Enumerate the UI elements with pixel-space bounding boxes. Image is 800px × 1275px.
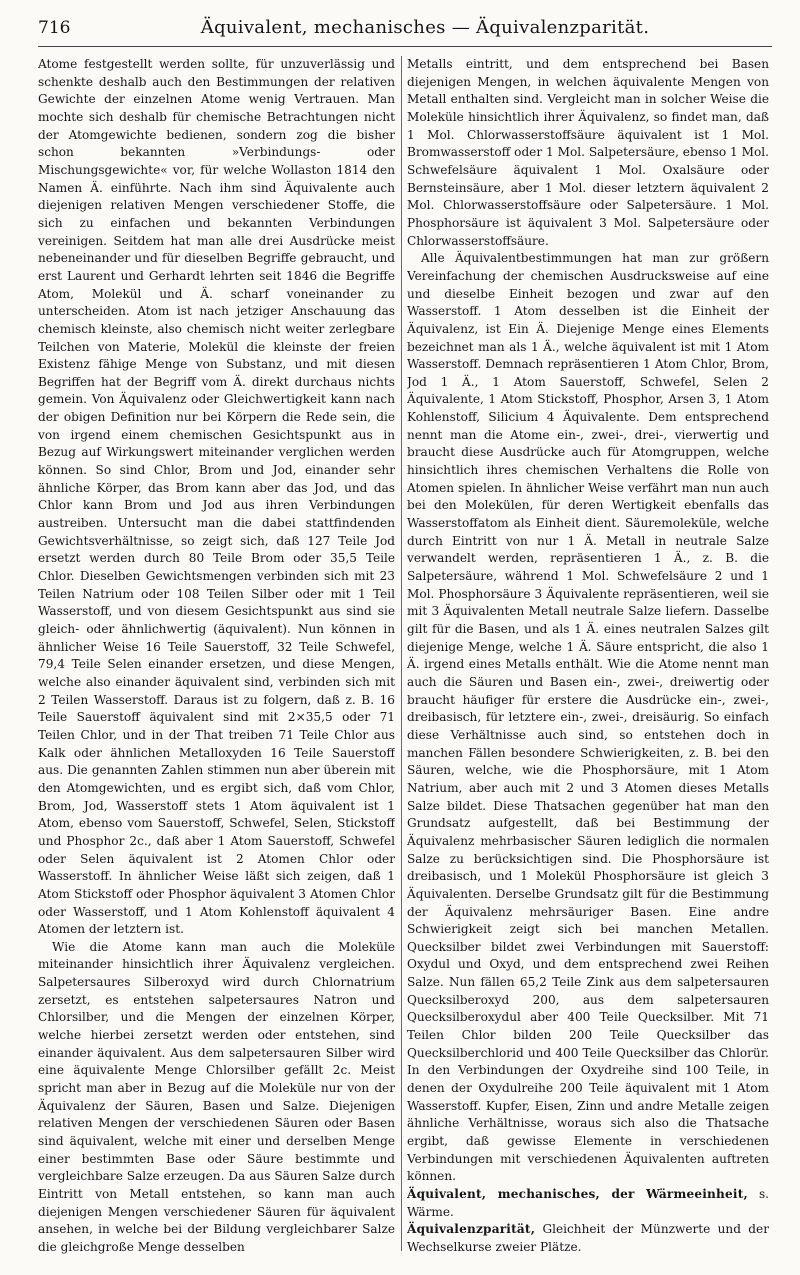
left-column (38, 56, 395, 1261)
entry-headword: Äquivalent, mechanisches, der Wärmeeinheit, (407, 1187, 748, 1201)
column-divider (401, 56, 402, 1251)
entry-headword: Äquivalenzparität, (407, 1222, 536, 1237)
paragraph-atoms-equivalents: Atome festgestellt werden sollte, für unzuverlässig und schenkte deshalb auch den Bestimmungen der relativen Gewichte der einzelnen Atome wenig Vertrauen. Man mochte sich deshalb für chemische Betrachtungen nicht der Atomgewichte bedienen, sondern zog die bisher schon bekannten »Verbindungs- oder Mischungsgewichte« vor, für welche Wollaston 1814 den Namen Ä. einführte. Nach ihm sind Äquivalente auch diejenigen relativen Mengen verschiedener Stoffe, die sich zu einfachen und bekannten Verbindungen vereinigen. Seitdem hat man alle drei Ausdrücke meist nebeneinander und für dieselben Begriffe gebraucht, und erst Laurent und Gerhardt lehrten seit 1846 die Begriffe Atom, Molekül und Ä. scharf voneinander zu unterscheiden. Atom ist nach jetziger Anschauung das chemisch kleinste, also chemisch nicht weiter zerlegbare Teilchen von Materie, Molekül die kleinste der freien Existenz fähige Menge von Substanz, und mit diesen Begriffen hat der Begriff vom Ä. direkt durchaus nichts gemein. Von Äquivalenz oder Gleichwertigkeit kann nach der obigen Definition nur bei Körpern die Rede sein, die von irgend einem chemischen Gesichtspunkt aus in Bezug auf Wirkungswert miteinander verglichen werden können. So sind Chlor, Brom und Jod, einander sehr ähnliche Körper, das Brom kann aber das Jod, und das Chlor kann Brom und Jod aus ihren Verbindungen austreiben. Untersucht man die dabei stattfindenden Gewichtsverhältnisse, so zeigt sich, daß 127 Teile Jod ersetzt werden durch 80 Teile Brom oder 35,5 Teile Chlor. Dieselben Gewichtsmengen verbinden sich mit 23 Teilen Natrium oder 108 Teilen Silber oder mit 1 Teil Wasserstoff, und von diesem Gesichtspunkt aus sind sie gleich- oder ähnlichwertig (äquivalent). Nun können in ähnlicher Weise 16 Teile Sauerstoff, 32 Teile Schwefel, 79,4 Teile Selen einander ersetzen, und diese Mengen, welche also einander äquivalent sind, verbinden sich mit 2 Teilen Wasserstoff. Daraus ist zu folgern, daß z. B. 16 Teile Sauerstoff äquivalent sind mit 2×35,5 oder 71 Teilen Chlor, und in der That treiben 71 Teile Chlor aus Kalk oder ähnlichen Metalloxyden 16 Teile Sauerstoff aus. Die genannten Zahlen stimmen nun aber überein mit den Atomgewichten, und es ergibt sich, daß vom Chlor, Brom, Jod, Wasserstoff stets 1 Atom äquivalent ist 1 Atom, ebenso vom Sauerstoff, Schwefel, Selen, Stickstoff und Phosphor 2c., daß aber 1 Atom Sauerstoff, Schwefel oder Selen äquivalent ist 2 Atomen Chlor oder Wasserstoff. In ähnlicher Weise läßt sich zeigen, daß 1 Atom Stickstoff oder Phosphor äquivalent 3 Atomen Chlor oder Wasserstoff, und 1 Atom Kohlenstoff äquivalent 4 Atomen der letztern ist. (38, 57, 395, 937)
entry-aequivalenzparitaet (407, 1221, 769, 1256)
entry-text: s. Wärme. (407, 1187, 769, 1219)
paragraph-molecules-equivalence: Wie die Atome kann man auch die Moleküle miteinander hinsichtlich ihrer Äquivalenz vergleichen. Salpetersaures Silberoxyd wird durch Chlornatrium zersetzt, es entstehen salpetersaures Natron und Chlorsilber, und die Mengen der einzelnen Körper, welche hierbei zersetzt werden oder entstehen, sind einander äquivalent. Aus dem salpetersauren Silber wird eine äquivalente Menge Chlorsilber gefällt 2c. Meist spricht man aber in Bezug auf die Moleküle nur von der Äquivalenz der Säuren, Basen und Salze. Diejenigen relativen Mengen der verschiedenen Säuren oder Basen sind äquivalent, welche mit einer und derselben Menge einer bestimmten Base oder Säure bestimmte und vergleichbare Salze erzeugen. Da aus Säuren Salze durch Eintritt von Metall entstehen, so kann man auch diejenigen Mengen verschiedener Säuren für äquivalent ansehen, in welche bei der Bildung vergleichbarer Salze die gleichgroße Menge desselben (38, 939, 395, 1254)
right-column (407, 56, 769, 1261)
page-number: 716 (38, 18, 71, 38)
entry-text: Gleichheit der Münzwerte und der Wechselkurse zweier Plätze. (407, 1222, 769, 1254)
running-title: Äquivalent, mechanisches — Äquivalenzparität. (200, 17, 650, 38)
entry-aequivalent-mechanisches (407, 1186, 769, 1221)
paragraph-hydrogen-unit: Alle Äquivalentbestimmungen hat man zur größern Vereinfachung der chemischen Ausdrucksweise auf eine und dieselbe Einheit bezogen und zwar auf den Wasserstoff. 1 Atom desselben ist die Einheit der Äquivalenz, ist Ein Ä. Diejenige Menge eines Elements bezeichnet man als 1 Ä., welche äquivalent ist mit 1 Atom Wasserstoff. Demnach repräsentieren 1 Atom Chlor, Brom, Jod 1 Ä., 1 Atom Sauerstoff, Schwefel, Selen 2 Äquivalente, 1 Atom Stickstoff, Phosphor, Arsen 3, 1 Atom Kohlenstoff, Silicium 4 Äquivalente. Dem entsprechend nennt man die Atome ein-, zwei-, drei-, vierwertig und braucht diese Ausdrücke auch für Atomgruppen, welche hinsichtlich ihres chemischen Verhaltens die Rolle von Atomen spielen. In ähnlicher Weise verfährt man nun auch bei den Molekülen, für deren Wertigkeit ebenfalls das Wasserstoffatom als Einheit dient. Säuremoleküle, welche durch Eintritt von nur 1 Ä. Metall in neutrale Salze verwandelt werden, repräsentieren 1 Ä., z. B. die Salpetersäure, während 1 Mol. Schwefelsäure 2 und 1 Mol. Phosphorsäure 3 Äquivalente repräsentieren, weil sie mit 3 Äquivalenten Metall neutrale Salze liefern. Dasselbe gilt für die Basen, und als 1 Ä. eines neutralen Salzes gilt diejenige Menge, welche 1 Ä. Säure entspricht, die also 1 Ä. irgend eines Metalls enthält. Wie die Atome nennt man auch die Säuren und Basen ein-, zwei-, dreiwertig oder braucht häufiger für erstere die Ausdrücke ein-, zwei-, dreibasisch, für letztere ein-, zwei-, dreisäurig. So einfach diese Verhältnisse auch sind, so entstehen doch in manchen Fällen besondere Schwierigkeiten, z. B. bei den Säuren, welche, wie die Phosphorsäure, mit 1 Atom Natrium, aber auch mit 2 und 3 Atomen dieses Metalls Salze bildet. Diese Thatsachen gegenüber hat man den Grundsatz aufgestellt, daß bei Bestimmung der Äquivalenz mehrbasischer Säuren lediglich die normalen Salze zu berücksichtigen sind. Die Phosphorsäure ist dreibasisch, und 1 Molekül Phosphorsäure ist gleich 3 Äquivalenten. Derselbe Grundsatz gilt für die Bestimmung der Äquivalenz mehrsäuriger Basen. Eine andre Schwierigkeit zeigt sich bei manchen Metallen. Quecksilber bildet zwei Verbindungen mit Sauerstoff: Oxydul und Oxyd, und dem entsprechend zwei Reihen Salze. Nun fällen 65,2 Teile Zink aus dem salpetersauren Quecksilberoxyd 200, aus dem salpetersauren Quecksilberoxydul aber 400 Teile Quecksilber. Mit 71 Teilen Chlor bilden 200 Teile Quecksilber das Quecksilberchlorid und 400 Teile Quecksilber das Chlorür. In den Verbindungen der Oxydreihe sind 100 Teile, in denen der Oxydulreihe 200 Teile äquivalent mit 1 Atom Wasserstoff. Kupfer, Eisen, Zinn und andre Metalle zeigen ähnliche Verhältnisse, woraus sich also die Thatsache ergibt, daß gewisse Elemente in verschiedenen Verbindungen mit verschiedenen Äquivalenten auftreten können. (407, 251, 769, 1184)
paragraph-metal-basis: Metalls eintritt, und dem entsprechend bei Basen diejenigen Mengen, in welchen äquivalente Mengen von Metall enthalten sind. Vergleicht man in solcher Weise die Moleküle hinsichtlich ihrer Äquivalenz, so findet man, daß 1 Mol. Chlorwasserstoffsäure äquivalent ist 1 Mol. Bromwasserstoff oder 1 Mol. Salpetersäure, ebenso 1 Mol. Schwefelsäure äquivalent 1 Mol. Oxalsäure oder Bernsteinsäure, aber 1 Mol. dieser letztern äquivalent 2 Mol. Chlorwasserstoffsäure oder Salpetersäure. 1 Mol. Phosphorsäure ist äquivalent 3 Mol. Salpetersäure oder Chlorwasserstoffsäure. (407, 57, 769, 248)
page-header (38, 14, 772, 47)
